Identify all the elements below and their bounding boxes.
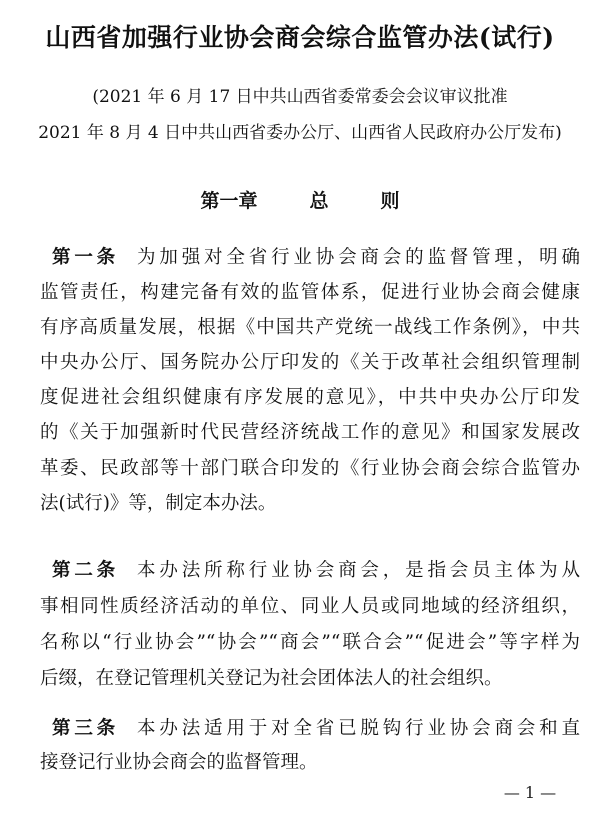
article-1-line-7: 革委、民政部等十部门联合印发的《行业协会商会综合监管办 <box>40 458 580 479</box>
article-1-line-2: 监管责任，构建完备有效的监管体系，促进行业协会商会健康 <box>40 282 580 303</box>
approval-note-line-2: 2021 年 8 月 4 日中共山西省委办公厅、山西省人民政府办公厅发布) <box>38 123 562 143</box>
article-3-line-1 <box>52 716 580 742</box>
article-1-line-4: 中央办公厅、国务院办公厅印发的《关于改革社会组织管理制 <box>40 352 580 373</box>
article-3-line-2: 接登记行业协会商会的监督管理。 <box>40 752 318 773</box>
page-number: — 1 — <box>503 783 557 802</box>
article-2-line-4: 后缀，在登记管理机关登记为社会团体法人的社会组织。 <box>40 668 503 689</box>
document-title: 山西省加强行业协会商会综合监管办法(试行) <box>45 23 555 52</box>
article-1-line-8: 法(试行)》等，制定本办法。 <box>40 493 277 514</box>
article-2-line-1 <box>52 558 580 584</box>
article-1-line-6: 的《关于加强新时代民营经济统战工作的意见》和国家发展改 <box>40 422 580 443</box>
article-3-heading: 第三条 <box>52 718 120 739</box>
article-2-heading: 第二条 <box>52 560 120 581</box>
article-1-line-3: 有序高质量发展，根据《中国共产党统一战线工作条例》，中共 <box>40 317 580 338</box>
article-1-line-1 <box>52 245 580 271</box>
article-3-text-1: 本办法适用于对全省已脱钩行业协会商会和直 <box>137 718 580 739</box>
article-1-line-5: 度促进社会组织健康有序发展的意见》，中共中央办公厅印发 <box>40 387 580 408</box>
article-2-line-3: 名称以“行业协会”“协会”“商会”“联合会”“促进会”等字样为 <box>40 632 580 653</box>
chapter-heading <box>0 186 600 213</box>
article-1-text-1: 为加强对全省行业协会商会的监督管理，明确 <box>137 247 580 268</box>
article-2-text-1: 本办法所称行业协会商会，是指会员主体为从 <box>137 560 580 581</box>
approval-note-line-1: (2021 年 6 月 17 日中共山西省委常委会会议审议批准 <box>92 87 508 107</box>
chapter-number: 第一章 <box>200 190 258 212</box>
chapter-name-part-2: 则 <box>380 190 400 212</box>
article-2-line-2: 事相同性质经济活动的单位、同业人员或同地域的经济组织， <box>40 596 580 617</box>
article-1-heading: 第一条 <box>52 247 120 268</box>
chapter-name-part-1: 总 <box>309 190 329 212</box>
